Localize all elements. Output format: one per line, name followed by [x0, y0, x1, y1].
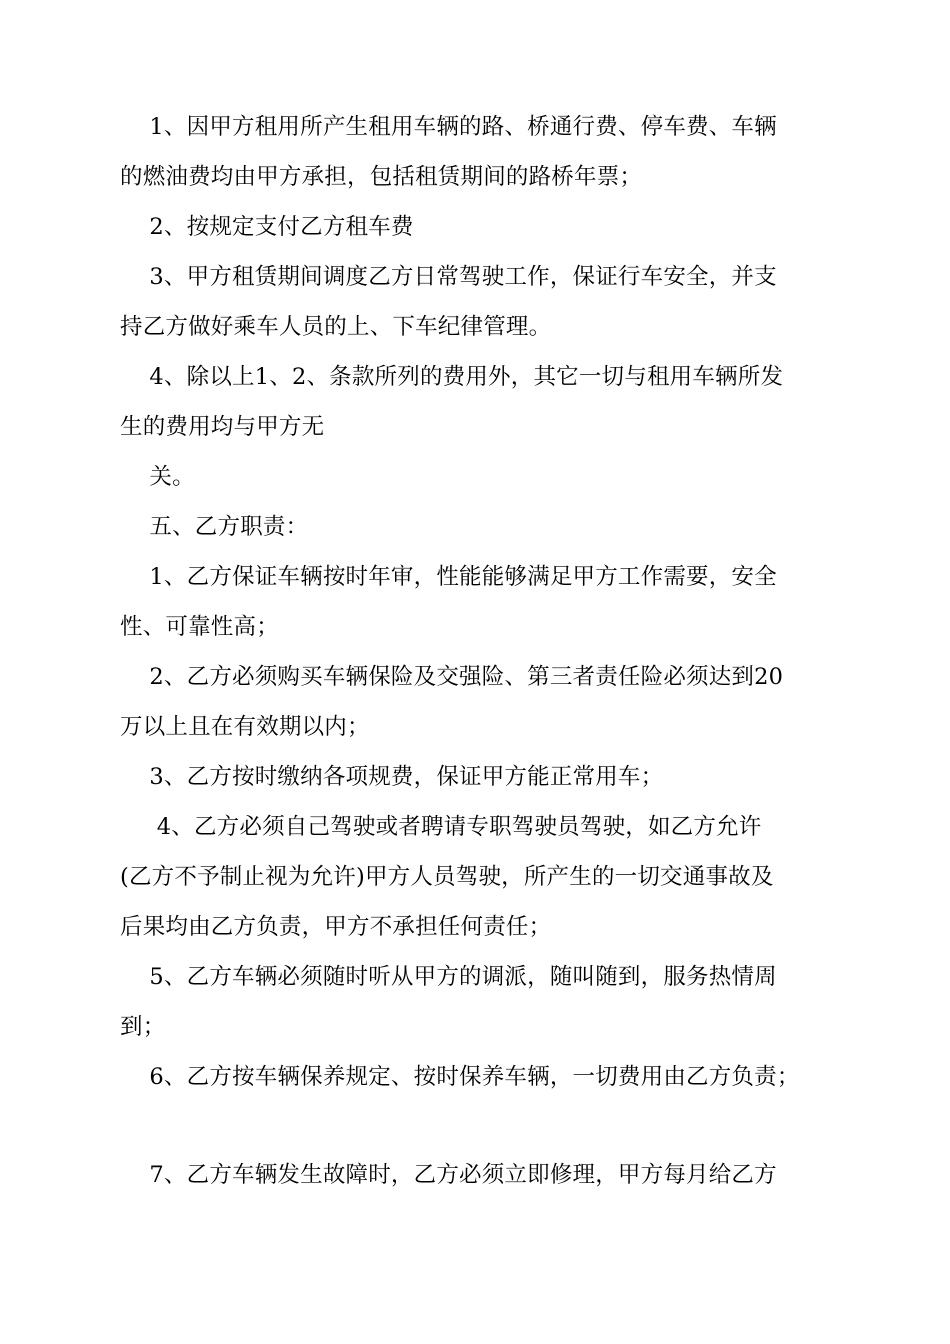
paragraph-line: 2、乙方必须购买车辆保险及交强险、第三者责任险必须达到20: [120, 664, 784, 690]
paragraph-line: 关。: [120, 464, 195, 490]
paragraph-line: 4、乙方必须自己驾驶或者聘请专职驾驶员驾驶，如乙方允许: [120, 814, 762, 840]
paragraph-line: 4、除以上1、2、条款所列的费用外，其它一切与租用车辆所发: [120, 364, 784, 390]
paragraph-line: 性、可靠性高；: [120, 614, 279, 640]
paragraph-line: 到；: [120, 1014, 166, 1040]
paragraph-line: 万以上且在有效期以内；: [120, 714, 370, 740]
paragraph-line: 生的费用均与甲方无: [120, 414, 325, 440]
paragraph-line: 持乙方做好乘车人员的上、下车纪律管理。: [120, 314, 552, 340]
paragraph-line: 的燃油费均由甲方承担，包括租赁期间的路桥年票；: [120, 164, 643, 190]
paragraph-line: 5、乙方车辆必须随时听从甲方的调派，随叫随到，服务热情周: [120, 964, 777, 990]
paragraph-line: 3、甲方租赁期间调度乙方日常驾驶工作，保证行车安全，并支: [120, 264, 777, 290]
paragraph-line: 3、乙方按时缴纳各项规费，保证甲方能正常用车；: [120, 764, 664, 790]
paragraph-line: 后果均由乙方负责，甲方不承担任何责任；: [120, 914, 552, 940]
paragraph-line: 1、乙方保证车辆按时年审，性能能够满足甲方工作需要，安全: [120, 564, 777, 590]
paragraph-line: (乙方不予制止视为允许)甲方人员驾驶，所产生的一切交通事故及: [120, 864, 774, 890]
paragraph-line: 6、乙方按车辆保养规定、按时保养车辆，一切费用由乙方负责；: [120, 1064, 800, 1090]
paragraph-line: 2、按规定支付乙方租车费: [120, 214, 414, 240]
paragraph-line: 7、乙方车辆发生故障时，乙方必须立即修理，甲方每月给乙方: [120, 1162, 777, 1188]
section-heading: 五、乙方职责：: [120, 514, 309, 540]
paragraph-line: 1、因甲方租用所产生租用车辆的路、桥通行费、停车费、车辆: [120, 114, 777, 140]
